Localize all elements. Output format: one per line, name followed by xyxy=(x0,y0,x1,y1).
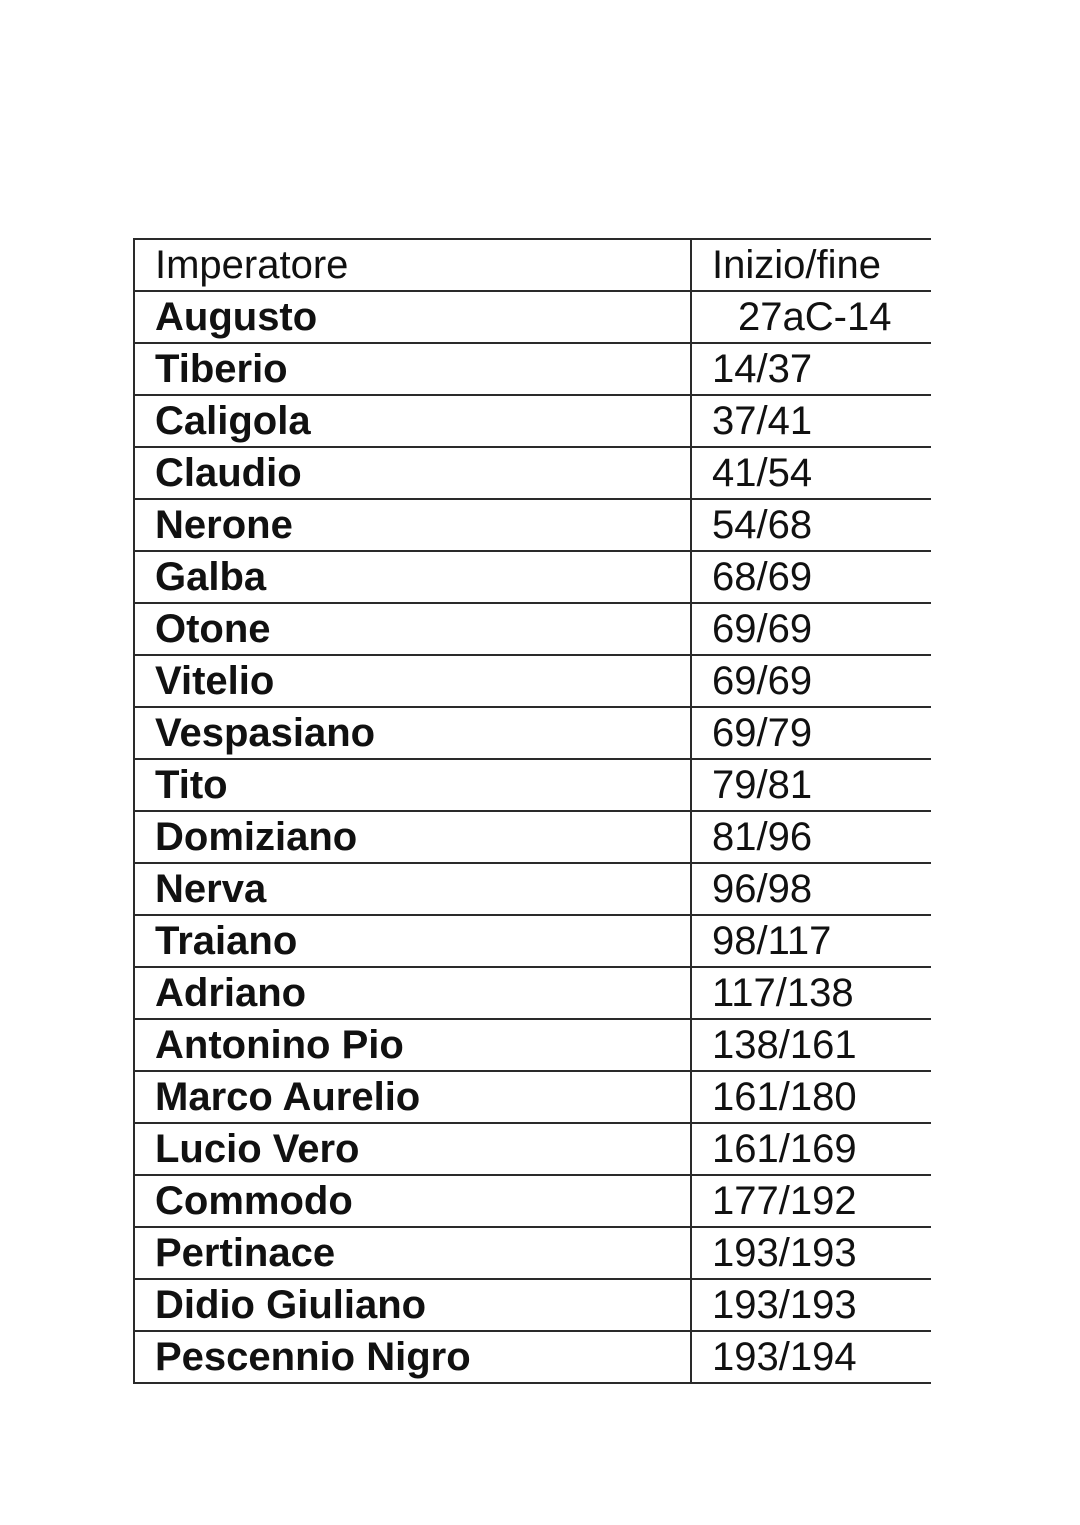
reign-years-cell: 54/68 xyxy=(691,499,931,551)
reign-years-cell: 69/69 xyxy=(691,603,931,655)
emperor-name-cell: Claudio xyxy=(134,447,691,499)
emperor-name-cell: Traiano xyxy=(134,915,691,967)
table-row xyxy=(134,499,931,551)
table-row xyxy=(134,551,931,603)
reign-years-cell: 161/180 xyxy=(691,1071,931,1123)
reign-years-cell: 117/138 xyxy=(691,967,931,1019)
reign-years-cell: 69/69 xyxy=(691,655,931,707)
table-row xyxy=(134,1175,931,1227)
table-row xyxy=(134,1019,931,1071)
table-row xyxy=(134,603,931,655)
table-row xyxy=(134,1279,931,1331)
emperor-name-cell: Nerone xyxy=(134,499,691,551)
reign-years-cell: 79/81 xyxy=(691,759,931,811)
table-row xyxy=(134,343,931,395)
table-row xyxy=(134,811,931,863)
emperors-table-container xyxy=(133,238,933,1379)
reign-years-cell: 81/96 xyxy=(691,811,931,863)
emperor-name-cell: Vitelio xyxy=(134,655,691,707)
reign-years-cell: 98/117 xyxy=(691,915,931,967)
reign-years-cell: 27aC-14 xyxy=(691,291,931,343)
emperor-name-cell: Tito xyxy=(134,759,691,811)
emperor-name-cell: Galba xyxy=(134,551,691,603)
emperor-name-cell: Marco Aurelio xyxy=(134,1071,691,1123)
table-row xyxy=(134,1331,931,1383)
reign-years-cell: 37/41 xyxy=(691,395,931,447)
column-header-emperor: Imperatore xyxy=(134,239,691,291)
table-row xyxy=(134,1123,931,1175)
reign-years-cell: 41/54 xyxy=(691,447,931,499)
reign-years-cell: 177/192 xyxy=(691,1175,931,1227)
emperor-name-cell: Pertinace xyxy=(134,1227,691,1279)
column-header-reign: Inizio/fine xyxy=(691,239,931,291)
emperor-name-cell: Caligola xyxy=(134,395,691,447)
table-row xyxy=(134,1227,931,1279)
reign-years-cell: 138/161 xyxy=(691,1019,931,1071)
reign-years-cell: 14/37 xyxy=(691,343,931,395)
table-row xyxy=(134,863,931,915)
emperor-name-cell: Domiziano xyxy=(134,811,691,863)
reign-years-cell: 161/169 xyxy=(691,1123,931,1175)
reign-years-cell: 68/69 xyxy=(691,551,931,603)
table-row xyxy=(134,447,931,499)
emperor-name-cell: Otone xyxy=(134,603,691,655)
emperor-name-cell: Tiberio xyxy=(134,343,691,395)
emperor-name-cell: Antonino Pio xyxy=(134,1019,691,1071)
table-row xyxy=(134,291,931,343)
emperor-name-cell: Vespasiano xyxy=(134,707,691,759)
reign-years-cell: 193/193 xyxy=(691,1279,931,1331)
emperor-name-cell: Adriano xyxy=(134,967,691,1019)
emperor-name-cell: Commodo xyxy=(134,1175,691,1227)
reign-years-cell: 193/194 xyxy=(691,1331,931,1383)
table-header-row xyxy=(134,239,931,291)
emperor-name-cell: Nerva xyxy=(134,863,691,915)
emperor-name-cell: Pescennio Nigro xyxy=(134,1331,691,1383)
table-row xyxy=(134,967,931,1019)
table-row xyxy=(134,759,931,811)
table-row xyxy=(134,655,931,707)
reign-years-cell: 96/98 xyxy=(691,863,931,915)
reign-years-cell: 69/79 xyxy=(691,707,931,759)
table-row xyxy=(134,707,931,759)
emperor-name-cell: Augusto xyxy=(134,291,691,343)
emperors-table xyxy=(133,238,931,1384)
emperor-name-cell: Didio Giuliano xyxy=(134,1279,691,1331)
reign-years-cell: 193/193 xyxy=(691,1227,931,1279)
table-row xyxy=(134,915,931,967)
table-row xyxy=(134,1071,931,1123)
table-row xyxy=(134,395,931,447)
emperor-name-cell: Lucio Vero xyxy=(134,1123,691,1175)
